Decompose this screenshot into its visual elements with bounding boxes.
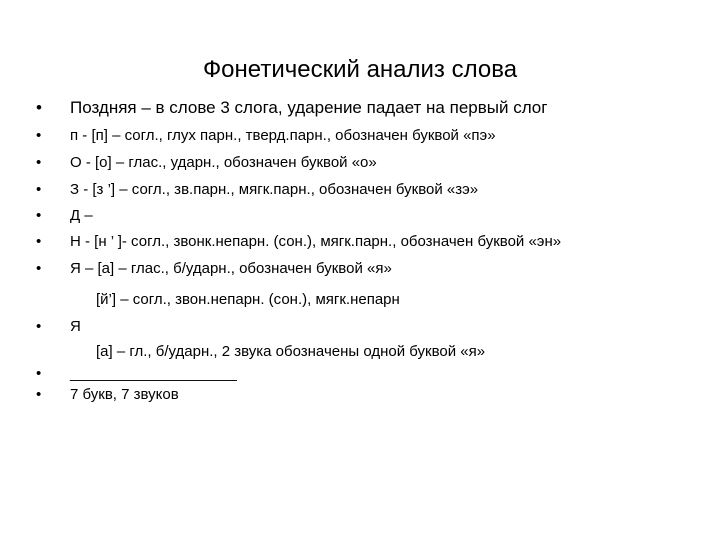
list-item-text: 7 букв, 7 звуков — [70, 386, 179, 403]
bullet-icon: • — [36, 318, 42, 335]
list-item-text: п - [п] – согл., глух парн., тверд.парн., обозначен буквой «пэ» — [70, 127, 496, 144]
list-item — [0, 96, 720, 120]
list-item — [0, 178, 720, 202]
list-item-text: ____________________ — [70, 365, 237, 382]
list-item-text: О - [о] – глас., ударн., обозначен буквой «о» — [70, 154, 377, 171]
bullet-icon: • — [36, 207, 42, 224]
list-item-text: З - [з ’] – согл., зв.парн., мягк.парн., обозначен буквой «зэ» — [70, 181, 479, 198]
list-item — [0, 230, 720, 254]
list-item — [0, 124, 720, 148]
sub-item — [0, 288, 720, 312]
bullet-icon: • — [36, 260, 42, 277]
bullet-icon: • — [36, 386, 42, 403]
bullet-icon: • — [36, 181, 42, 198]
bullet-icon: • — [36, 127, 42, 144]
list-item — [0, 151, 720, 175]
sub-item — [0, 340, 720, 364]
bullet-icon: • — [36, 233, 42, 250]
bullet-icon: • — [36, 98, 42, 117]
list-item — [0, 204, 720, 228]
list-item — [0, 315, 720, 339]
list-item — [0, 257, 720, 281]
list-item-text: Н - [н ’ ]- согл., звонк.непарн. (сон.), мягк.парн., обозначен буквой «эн» — [70, 233, 562, 250]
list-item — [0, 383, 720, 407]
bullet-icon: • — [36, 365, 42, 382]
list-item-text: Я – [а] – глас., б/ударн., обозначен буквой «я» — [70, 260, 392, 277]
list-item-text: Поздняя – в слове 3 слога, ударение падает на первый слог — [70, 98, 548, 117]
sub-item-text: [а] – гл., б/ударн., 2 звука обозначены одной буквой «я» — [96, 343, 486, 360]
list-item-text: Д – — [70, 207, 93, 224]
list-item-text: Я — [70, 318, 81, 335]
bullet-icon: • — [36, 154, 42, 171]
slide-title: Фонетический анализ слова — [202, 56, 518, 83]
sub-item-text: [й’] – согл., звон.непарн. (сон.), мягк.непарн — [96, 291, 400, 308]
